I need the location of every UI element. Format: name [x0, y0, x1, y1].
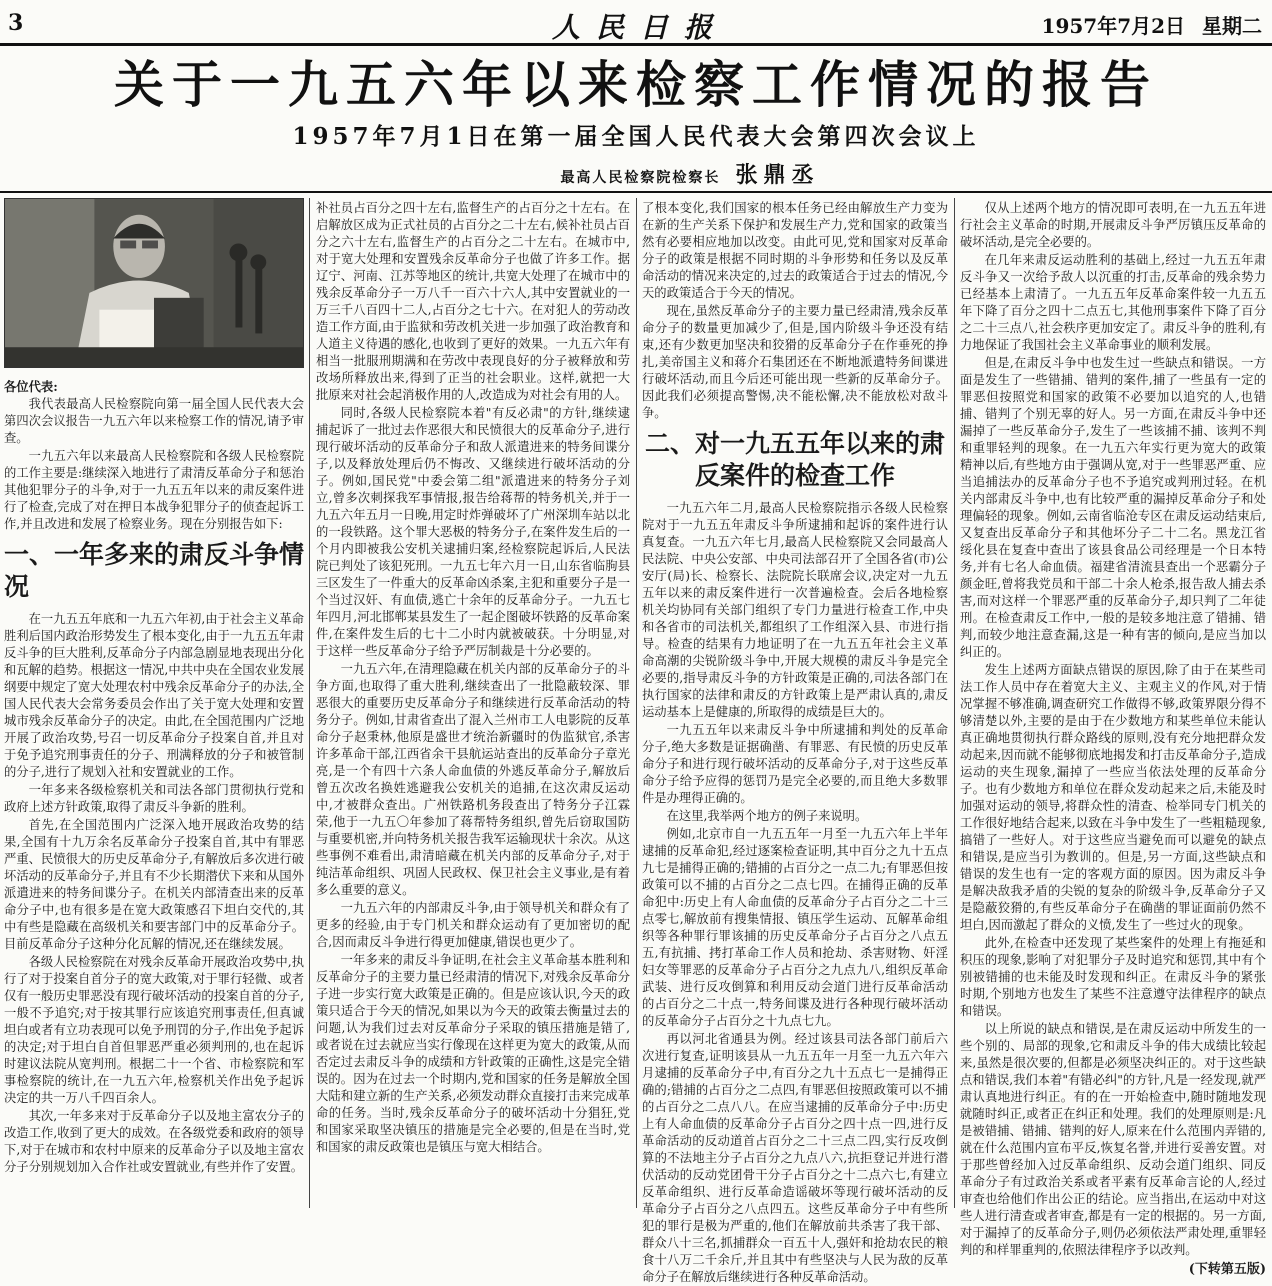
- column-4: [960, 200, 1266, 1277]
- paragraph: 发生上述两方面缺点错误的原因,除了由于在某些司法工作人员中存在着宽大主义、主观主义的作风,对于情况掌握不够准确,调查研究工作做得不够,政策界限分得不够清楚以外,主要的是由于在少数地方和某些单位未能认真正确地贯彻执行群众路线的原则,没有充分地把群众发动起来,因而就不能够彻底地揭发和打击反革命分子,造成运动的夹生现象,漏掉了一些应当依法处理的反革命分子。也有少数地方和单位在群众发动起来之后,未能及时加强对运动的领导,将群众性的清查、检举同专门机关的工作很好地结合起来,以致在斗争中发生了一些粗糙现象,搞错了一些好人。对于这些应当避免而可以避免的缺点和错误,是应当引为教训的。但是,另一方面,这些缺点和错误的发生也有一定的客观方面的原因。因为肃反斗争是解决敌我矛盾的尖锐的复杂的阶级斗争,反革命分子又是隐蔽狡猾的,有些反革命分子在确凿的罪证面前仍然不坦白,因而激起了群众的义愤,发生了一些过火的现象。: [960, 663, 1266, 932]
- paragraph: 现在,虽然反革命分子的主要力量已经肃清,残余反革命分子的数量更加减少了,但是,国内阶级斗争还没有结束,还有少数更加坚决和狡猾的反革命分子在作垂死的挣扎,美帝国主义和蒋介石集团还在不断地派遣特务间谍进行破坏活动,而且今后还可能出现一些新的反革命分子。因此我们必须提高警惕,决不能松懈,决不能放松对敌斗争。: [642, 304, 948, 420]
- paragraph: 一年多来各级检察机关和司法各部门贯彻执行党和政府上述方针政策,取得了肃反斗争新的胜利。: [4, 783, 304, 814]
- paragraph: 补社员占百分之四十左右,监督生产的占百分之十左右。在启解放区成为正式社员的占百分之二十左右,候补社员占百分之六十左右,监督生产的占百分之二十左右。在城市中,对于宽大处理和安置残余反革命分子也做了许多工作。据辽宁、河南、江苏等地区的统计,共宽大处理了在城市中的残余反革命分子一万八千一百六十六人,其中安置就业的一万三千八百四十二人,占百分之七十六。在对犯人的劳动改造工作方面,由于监狱和劳改机关进一步加强了政治教育和人道主义待遇的感化,也收到了更好的效果。一九五六年有相当一批服刑期满和在劳改中表现良好的分子被释放和劳改场所释放出来,得到了正当的社会职业。这样,就把一大批原来对社会起消极作用的人,改造成为对社会有用的人。: [316, 201, 630, 402]
- paragraph: 首先,在全国范围内广泛深入地开展政治攻势的结果,全国有十九万余名反革命分子投案自首,其中有罪恶严重、民愤很大的历史反革命分子,有解放后多次进行破坏活动的反革命分子,并且有不少长期潜伏下来和从国外派遣进来的特务间谍分子。在机关内部清查出来的反革命分子中,也有很多是在宽大政策感召下坦白交代的,其中有些是隐藏在高级机关和要害部门中的反革命分子。目前反革命分子这种分化瓦解的情况,还在继续发展。: [4, 818, 304, 951]
- speaker-photo: [4, 198, 304, 368]
- paragraph: 在几年来肃反运动胜利的基础上,经过一九五五年肃反斗争又一次给予敌人以沉重的打击,反革命的残余势力已经基本上肃清了。一九五五年反革命案件较一九五五年下降了百分之四十二点五七,其他刑事案件下降了百分之二十三点八,社会秩序更加安定了。肃反斗争的胜利,有力地保证了我国社会主义革命事业的顺利发展。: [960, 253, 1266, 352]
- column-1: [4, 378, 304, 1208]
- issue-date: [1042, 10, 1262, 39]
- newspaper-name: 人民日报: [551, 11, 728, 44]
- author-name: 张鼎丞: [735, 162, 820, 188]
- paragraph: 各级人民检察院在对残余反革命开展政治攻势中,执行了对于投案自首分子的宽大政策,对于罪行轻微、或者仅有一般历史罪恶没有现行破坏活动的投案自首的分子,一般不予追究;对于按其罪行应该追究刑事责任,但真诚坦白或者有立功表现可以免予刑罚的分子,作出免予起诉的决定;对于坦白自首但罪恶严重必须判刑的,也在起诉时建议法院从宽判刑。根据二十一个省、市检察院和军事检察院的统计,在一九五六年,检察机关作出免予起诉决定的共一万八千四百余人。: [4, 955, 304, 1105]
- byline: [480, 158, 900, 189]
- author-office: 最高人民检察院检察长: [560, 170, 721, 186]
- title-rule: [0, 191, 1272, 193]
- salutation: 各位代表:: [4, 379, 58, 394]
- paragraph: 一九五六年的内部肃反斗争,由于领导机关和群众有了更多的经验,由于专门机关和群众运动有了更加密切的配合,因而肃反斗争进行得更加健康,错误也更少了。: [316, 901, 630, 949]
- paragraph: 一年多来的肃反斗争证明,在社会主义革命基本胜利和反革命分子的主要力量已经肃清的情况下,对残余反革命分子进一步实行宽大政策是正确的。但是应该认识,今天的政策只适合于今天的情况,如果以为今天的政策去衡量过去的问题,认为我们过去对反革命分子采取的镇压措施是错了,或者说在过去就应当实行像现在这样更为宽大的政策,从而否定过去肃反斗争的成绩和方针政策的正确性,这是完全错误的。因为在过去一个时期内,党和国家的任务是解放全国大陆和建立新的生产关系,必须发动群众直接打击来完成革命的任务。当时,残余反革命分子的破坏活动十分猖狂,党和国家采取坚决镇压的措施是完全必要的,但是在当时,党和国家的肃反政策也是镇压与宽大相结合。: [316, 953, 630, 1154]
- paragraph: 一九五五年以来肃反斗争中所逮捕和判处的反革命分子,绝大多数是证据确凿、有罪恶、有民愤的历史反革命分子和进行现行破坏活动的反革命分子,对于这些反革命分子给予应得的惩罚乃是完全必要的,而且绝大多数罪件是办理得正确的。: [642, 723, 948, 805]
- column-3: [642, 200, 948, 1284]
- paragraph: 例如,北京市自一九五五年一月至一九五六年上半年逮捕的反革命犯,经过逐案检查证明,其中百分之九十五点九七是捕得正确的;错捕的占百分之一点二九;有罪恶但按政策可以不捕的占百分之二点七四。在捕得正确的反革命犯中:历史上有人命血债的反革命分子占百分之二十三点零七,解放前有搜集情报、镇压学生运动、瓦解革命组织等各种罪行罪该捕的历史反革命分子占百分之八点五五,有抗捕、拷打革命工作人员和抢劫、杀害财物、奸淫妇女等罪恶的反革命分子占百分之九点九八,组织反革命武装、进行反攻倒算和利用反动会道门进行反革命活动的占百分之二十点一,特务间谍及进行各种现行破坏活动的反革命分子占百分之十九点七九。: [642, 827, 948, 1028]
- weekday-text: 星期二: [1202, 14, 1262, 38]
- paragraph: 但是,在肃反斗争中也发生过一些缺点和错误。一方面是发生了一些错捕、错判的案件,捕了一些虽有一定的罪恶但按照党和国家的政策不必要加以追究的人,也错捕、错判了个别无辜的好人。另一方面,在肃反斗争中还漏掉了一些反革命分子,发生了一些该捕不捕、该判不判和重罪轻判的现象。在一九五六年实行更为宽大的政策精神以后,有些地方由于强调从宽,对于一些罪恶严重、应当追捕法办的反革命分子也不予追究或判刑过轻。在机关内部肃反斗争中,也有比较严重的漏掉反革命分子和处理偏轻的现象。例如,云南省临沧专区在肃反运动结束后,又复查出反革命分子和其他坏分子二十二名。黑龙江省绥化县在复查中查出了该县食品公司经理是一个日本特务,并有七名人命血债。福建省清流县查出一个恶霸分子颜金旺,曾将我党员和干部二十余人枪杀,报告敌人捕去杀害,而对这样一个罪恶严重的反革命分子,却只判了二年徒刑。在检查肃反工作中,一般的是较多地注意了错捕、错判,而较少地注意查漏,这是一种有害的倾向,是应当加以纠正的。: [960, 356, 1266, 659]
- column-divider-2: [636, 198, 637, 1208]
- section-heading-2: 二、对一九五五年以来的肃反案件的检查工作: [644, 429, 945, 490]
- date-text: 1957年7月2日: [1041, 14, 1186, 38]
- column-2: [316, 200, 630, 1208]
- paragraph: 我代表最高人民检察院向第一届全国人民代表大会第四次会议报告一九五六年以来检察工作的情况,请予审查。: [4, 397, 304, 445]
- paragraph: 同时,各级人民检察院本着"有反必肃"的方针,继续逮捕起诉了一批过去作恶很大和民愤很大的反革命分子,进行现行破坏活动的反革命分子和敌人派遣进来的特务间谍分子,以及释放处理后仍不悔改、又继续进行破坏活动的分子。例如,国民党"中委会第二组"派遣进来的特务分子刘立,曾多次刺探我军事情报,报告给蒋帮的特务机关,并于一九五六年五月一日晚,用定时炸弹破坏了广州深圳车站以北的一段铁路。这个罪大恶极的特务分子,在案件发生后的一个月内即被我公安机关逮捕归案,经检察院起诉后,人民法院已判处了该犯死刑。一九五七年六月一日,山东省临朐县三区发生了一件重大的反革命凶杀案,主犯和重要分子是一个当过汉奸、有血债,逃亡十余年的反革命分子。一九五七年四月,河北邯郸某县发生了一起企图破坏铁路的反革命案件,在案件发生后的七十二小时内就被破获。十分明显,对于这样一些反革命分子给予严厉制裁是十分必要的。: [316, 406, 630, 658]
- continuation-note: (下转第五版): [1188, 1262, 1266, 1277]
- article-title: 关于一九五六年以来检察工作情况的报告: [114, 55, 1158, 114]
- speaker-photo-image: [5, 199, 303, 367]
- column-divider-1: [309, 198, 310, 1208]
- paragraph: 再以河北省通县为例。经过该县司法各部门前后六次进行复查,证明该县从一九五五年一月至一九五六年六月逮捕的反革命分子中,有百分之九十五点七一是捕得正确的;错捕的占百分之二点四,有罪恶但按照政策可以不捕的占百分之二点八八。在应当逮捕的反革命分子中:历史上有人命血债的反革命分子占百分之四十点一四,进行反革命活动的反动道首占百分之二十三点二四,实行反攻倒算的不法地主分子占百分之九点八六,抗拒登记并进行潜伏活动的反动党团骨干分子占百分之十二点六七,有建立反革命组织、进行反革命造谣破坏等现行破坏活动的反革命分子占百分之八点四五。这些反革命分子中有些所犯的罪行是极为严重的,他们在解放前共杀害了我干部、群众八十三名,抓捕群众一百五十人,强奸和抢劫农民的粮食十八万二千余斤,并且其中有些坚决与人民为敌的反革命分子在解放后继续进行各种反革命活动。: [642, 1032, 948, 1284]
- paragraph: 一九五六年以来最高人民检察院和各级人民检察院的工作主要是:继续深入地进行了肃清反革命分子和惩治其他犯罪分子的斗争,对于一九五五年以来的肃反案件进行了检查,完成了对在押日本战争犯罪分子的侦查起诉工作,并且改进和发展了检察业务。现在分别报告如下:: [4, 449, 304, 531]
- paragraph: 此外,在检查中还发现了某些案件的处理上有拖延和积压的现象,影响了对犯罪分子及时追究和惩罚,其中有个别被错捕的也未能及时发现和纠正。在肃反斗争的紧张时期,个别地方也发生了某些不注意遵守法律程序的缺点和错误。: [960, 936, 1266, 1018]
- paragraph: 其次,一年多来对于反革命分子以及地主富农分子的改造工作,收到了更大的成效。在各级党委和政府的领导下,对于在城市和农村中原来的反革命分子以及地主富农分子分别规划加入合作社或安置就业,有些并作了安置。: [4, 1109, 304, 1174]
- paragraph: 以上所说的缺点和错误,是在肃反运动中所发生的一些个别的、局部的现象,它和肃反斗争的伟大成绩比较起来,虽然是很次要的,但都是必须坚决纠正的。对于这些缺点和错误,我们本着"有错必纠"的方针,凡是一经发现,就严肃认真地进行纠正。有的在一开始检查中,随时随地发现就随时纠正,或者正在纠正和处理。我们的处理原则是:凡是被错捕、错捕、错判的好人,原来在什么范围内弄错的,就在什么范围内宣布平反,恢复名誉,并进行妥善安置。对于那些曾经加入过反革命组织、反动会道门组织、同反革命分子有过政治关系或者平素有反革命言论的人,经过审查也给他们作出公正的结论。应当指出,在运动中对这些人进行清查或者审查,都是有一定的根据的。另一方面,对于漏掉了的反革命分子,则仍必须依法严肃处理,重罪轻判的和样罪重判的,依照法律程序予以改判。: [960, 1022, 1266, 1257]
- paragraph: 在这里,我举两个地方的例子来说明。: [666, 809, 868, 823]
- column-divider-3: [954, 198, 955, 1208]
- article-subtitle: 1957年7月1日在第一届全国人民代表大会第四次会议上: [292, 123, 980, 150]
- page-number: 3: [8, 10, 24, 36]
- paragraph: 在一九五五年底和一九五六年初,由于社会主义革命胜利后国内政治形势发生了根本变化,由于一九五五年肃反斗争的巨大胜利,反革命分子内部急剧显地表现出分化和瓦解的趋势。根据这一情况,中共中央在全国农业发展纲要中规定了宽大处理农村中残余反革命分子的办法,全国人民代表大会常务委员会作出了关于宽大处理和安置城市残余反革命分子的决定。由此,在全国范围内广泛地开展了政治攻势,号召一切反革命分子投案自首,并且对于免予追究刑事责任的分子、刑满释放的分子和被管制的分子,进行了规划入社和安置就业的工作。: [4, 612, 304, 779]
- paragraph: 了根本变化,我们国家的根本任务已经由解放生产力变为在新的生产关系下保护和发展生产力,党和国家的政策当然有必要相应地加以改变。由此可见,党和国家对反革命分子的政策是根据不同时期的斗争形势和任务以及反革命活动的情况来决定的,过去的政策适合于过去的情况,今天的政策适合于今天的情况。: [642, 201, 948, 300]
- section-heading-1: 一、一年多来的肃反斗争情况: [4, 540, 305, 601]
- masthead: [0, 0, 1272, 46]
- paragraph: 一九五六年二月,最高人民检察院指示各级人民检察院对于一九五五年肃反斗争所逮捕和起诉的案件进行认真复查。一九五六年七月,最高人民检察院又会同最高人民法院、中央公安部、中央司法部召开了全国各省(市)公安厅(局)长、检察长、法院院长联席会议,决定对一九五五年以来的肃反案件进行一次普遍检查。会后各地检察机关均协同有关部门组织了专门力量进行检查工作,中央和各省市的司法机关,都组织了工作组深入县、市进行指导。检查的结果有力地证明了在一九五五年社会主义革命高潮的尖锐阶级斗争中,开展大规模的肃反斗争是完全必要的,指导肃反斗争的方针政策是正确的,司法各部门在执行国家的法律和肃反的方针政策上是严肃认真的,肃反运动基本上是健康的,所取得的成绩是巨大的。: [642, 501, 948, 719]
- paragraph: 一九五六年,在清理隐藏在机关内部的反革命分子的斗争方面,也取得了重大胜利,继续查出了一批隐蔽较深、罪恶很大的重要历史反革命分子和继续进行反革命活动的特务分子。例如,甘肃省查出了混入兰州市工人电影院的反革命分子赵秉林,他原是盛世才统治新疆时的伪监狱官,杀害许多革命干部,江西省余干县航运站查出的反革命分子章光亮,是一个有四十六条人命血债的外逃反革命分子,解放后曾五次改名换姓逃避我公安机关的追捕,在这次肃反运动中,才被群众查出。广州铁路机务段查出了特务分子江霖荣,他于一九五〇年参加了蒋帮特务组织,曾先后窃取国防与重要机密,并向特务机关报告我军运输现状十余次。从这些事例不难看出,肃清暗藏在机关内部的反革命分子,对于纯洁革命组织、巩固人民政权、保卫社会主义事业,是有着多么重要的意义。: [316, 662, 630, 897]
- paragraph: 仅从上述两个地方的情况即可表明,在一九五五年进行社会主义革命的时期,开展肃反斗争严厉镇压反革命的破坏活动,是完全必要的。: [960, 201, 1266, 249]
